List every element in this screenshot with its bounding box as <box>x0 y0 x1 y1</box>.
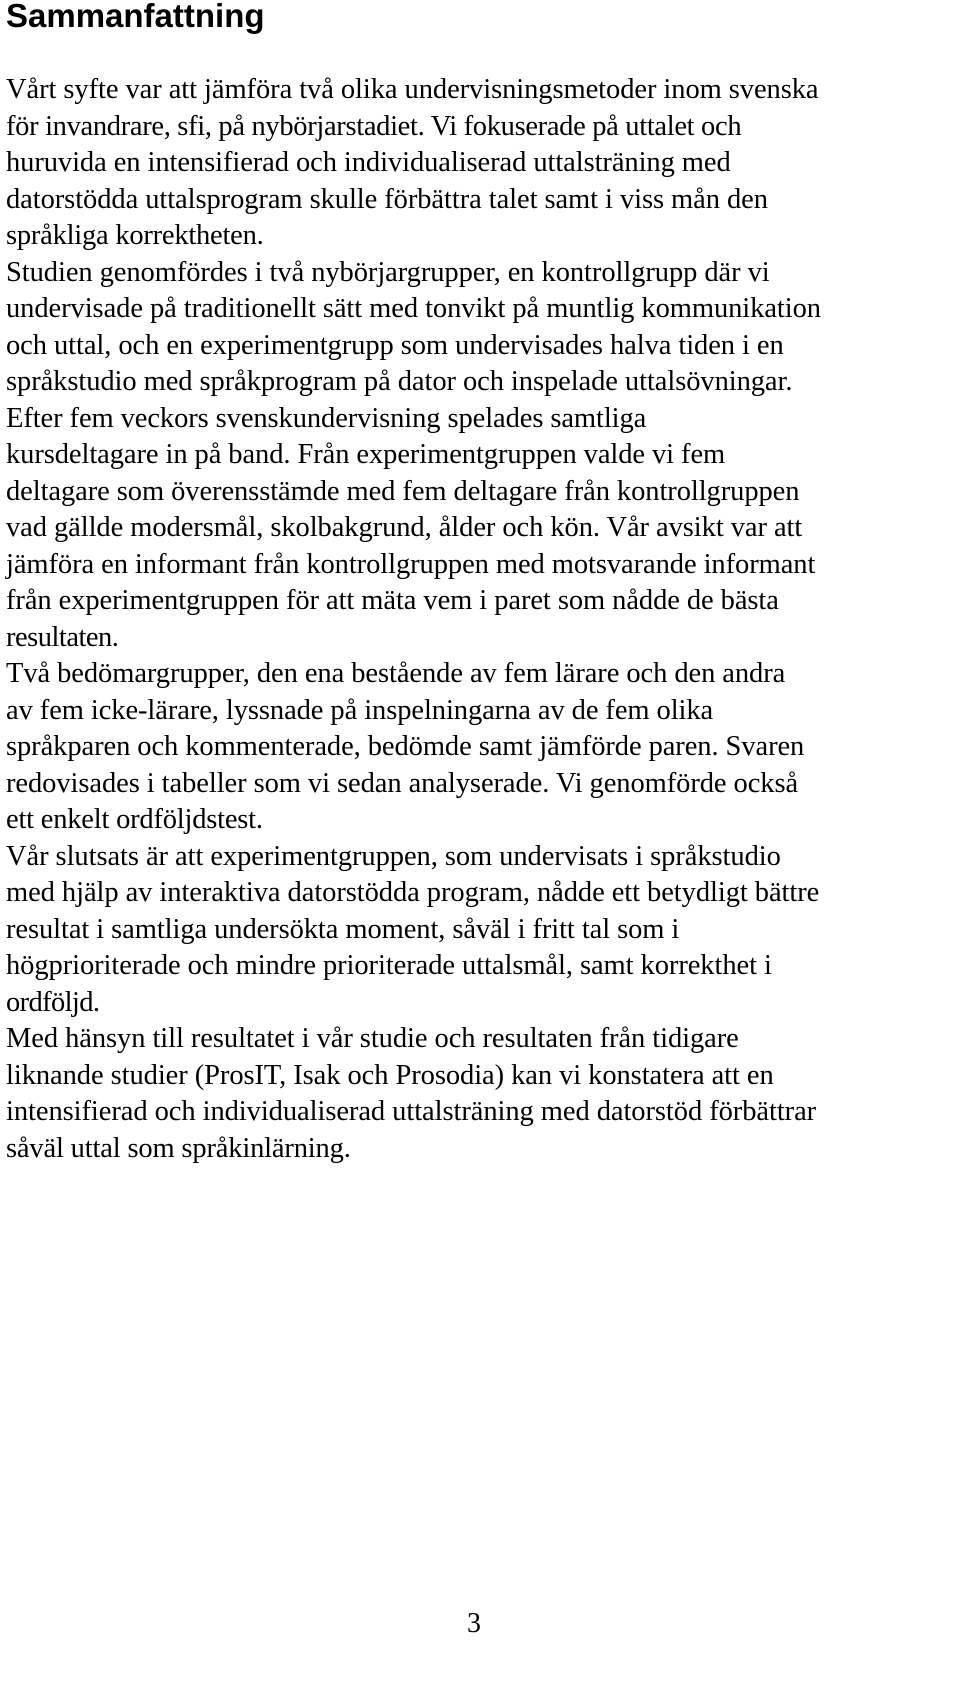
text-line: datorstödda uttalsprogram skulle förbättra talet samt i viss mån den <box>6 183 768 215</box>
text-line: resultaten. <box>6 621 119 653</box>
text-line: såväl uttal som språkinlärning. <box>6 1132 351 1164</box>
paragraph-conclusion <box>6 839 960 1022</box>
text-line: Vårt syfte var att jämföra två olika undervisningsmetoder inom svenska <box>6 74 819 105</box>
text-line: ett enkelt ordföljdstest. <box>6 804 263 835</box>
text-line: språkparen och kommenterade, bedömde samt jämförde paren. Svaren <box>6 731 805 762</box>
text-line: med hjälp av interaktiva datorstödda program, nådde ett betydligt bättre <box>6 877 820 908</box>
text-line: Två bedömargrupper, den ena bestående av fem lärare och den andra <box>6 658 786 689</box>
text-line: resultat i samtliga undersökta moment, såväl i fritt tal som i <box>6 913 680 945</box>
page-number: 3 <box>467 1608 481 1639</box>
summary-body <box>6 72 960 1167</box>
paragraph-final <box>6 1021 960 1167</box>
section-heading: Sammanfattning <box>6 0 265 34</box>
text-line: intensifierad och individualiserad uttalsträning med datorstöd förbättrar <box>6 1096 817 1127</box>
text-line: Vår slutsats är att experimentgruppen, som undervisats i språkstudio <box>6 840 781 872</box>
text-line: jämföra en informant från kontrollgruppen med motsvarande informant <box>6 548 816 580</box>
paragraph-assessment <box>6 656 960 839</box>
text-line: och uttal, och en experimentgrupp som undervisades halva tiden i en <box>6 329 784 361</box>
text-line: från experimentgruppen för att mäta vem i paret som nådde de bästa <box>6 585 779 616</box>
text-line: undervisade på traditionellt sätt med tonvikt på muntlig kommunikation <box>6 293 821 324</box>
text-line: vad gällde modersmål, skolbakgrund, ålder och kön. Vår avsikt var att <box>6 512 803 543</box>
text-line: huruvida en intensifierad och individualiserad uttalsträning med <box>6 147 731 178</box>
text-line: högprioriterade och mindre prioriterade uttalsmål, samt korrekthet i <box>6 950 772 981</box>
text-line: deltagare som överensstämde med fem deltagare från kontrollgruppen <box>6 475 800 507</box>
paragraph-aim <box>6 72 960 255</box>
paragraph-recording <box>6 401 960 657</box>
text-line: redovisades i tabeller som vi sedan analyserade. Vi genomförde också <box>6 767 799 799</box>
text-line: ordföljd. <box>6 986 100 1018</box>
text-line: kursdeltagare in på band. Från experimentgruppen valde vi fem <box>6 439 726 470</box>
text-line: Med hänsyn till resultatet i vår studie och resultaten från tidigare <box>6 1023 739 1054</box>
paragraph-method <box>6 255 960 401</box>
text-line: av fem icke-lärare, lyssnade på inspelningarna av de fem olika <box>6 694 714 726</box>
text-line: språkliga korrektheten. <box>6 220 264 251</box>
text-line: språkstudio med språkprogram på dator och inspelade uttalsövningar. <box>6 366 793 397</box>
text-line: Studien genomfördes i två nybörjargrupper, en kontrollgrupp där vi <box>6 256 770 288</box>
text-line: liknande studier (ProsIT, Isak och Prosodia) kan vi konstatera att en <box>6 1059 774 1091</box>
text-line: Efter fem veckors svenskundervisning spelades samtliga <box>6 402 647 434</box>
text-line: för invandrare, sfi, på nybörjarstadiet. Vi fokuserade på uttalet och <box>6 110 742 142</box>
